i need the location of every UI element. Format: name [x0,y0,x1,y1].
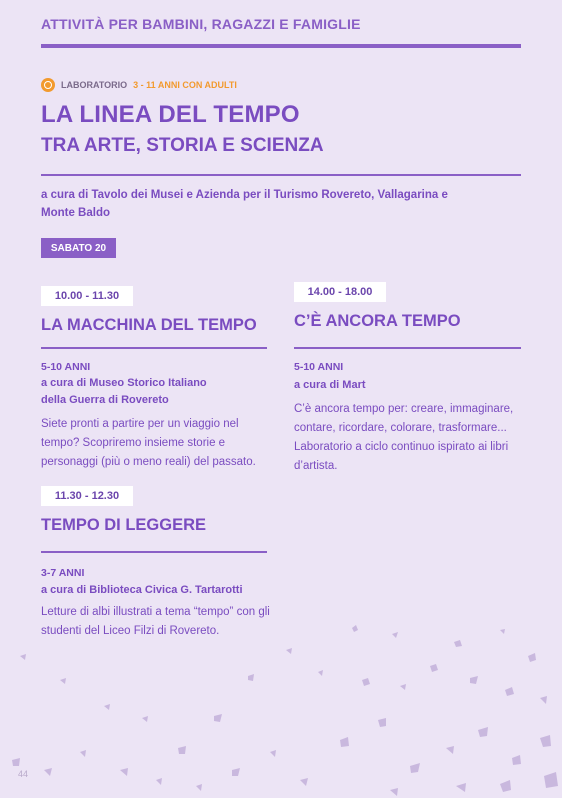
header-divider [41,44,521,48]
event-age: 3-7 ANNI [41,567,85,579]
event-title: C’È ANCORA TEMPO [294,312,461,330]
lab-label: LABORATORIO [61,80,128,90]
decorative-speckles [0,620,562,798]
event-title: LA MACCHINA DEL TEMPO [41,316,257,334]
event-description: Letture di albi illustrati a tema “tempo” con gli studenti del Liceo Filzi di Rovereto. [41,606,270,637]
event-age: 5-10 ANNI [294,361,344,373]
lab-age-info: 3 - 11 ANNI CON ADULTI [133,80,237,90]
event-time-tag: 11.30 - 12.30 [41,486,133,506]
event-description: C’è ancora tempo per: creare, immaginare, contare, ricordare, colorare, trasformare... Laboratorio a ciclo continuo ispirato ai libri d’artista. [294,403,514,472]
page-subtitle: TRA ARTE, STORIA E SCIENZA [41,135,324,156]
date-badge: SABATO 20 [41,238,116,258]
event-time-tag: 10.00 - 11.30 [41,286,133,306]
event-description: Siete pronti a partire per un viaggio nel tempo? Scopriremo insieme storie e personaggi (più o meno reali) del passato. [41,418,256,468]
event-time-tag: 14.00 - 18.00 [294,282,386,302]
event-title: TEMPO DI LEGGERE [41,516,207,534]
event-age: 5-10 ANNI [41,361,91,373]
event-divider [41,551,267,553]
page-title: LA LINEA DEL TEMPO [41,101,300,128]
event-curator: a cura di Biblioteca Civica G. Tartarotti [41,584,243,596]
main-curator: a cura di Tavolo dei Musei e Azienda per il Turismo Rovereto, Vallagarina e Monte Baldo [41,189,448,219]
event-curator: a cura di Mart [294,379,366,391]
section-header: ATTIVITÀ PER BAMBINI, RAGAZZI E FAMIGLIE [41,16,361,32]
event-divider [41,347,267,349]
sun-icon [41,78,55,92]
lab-info [41,78,237,92]
page-number: 44 [18,769,29,779]
title-divider [41,174,521,176]
event-curator: a cura di Museo Storico Italiano della Guerra di Rovereto [41,377,207,406]
event-divider [294,347,521,349]
